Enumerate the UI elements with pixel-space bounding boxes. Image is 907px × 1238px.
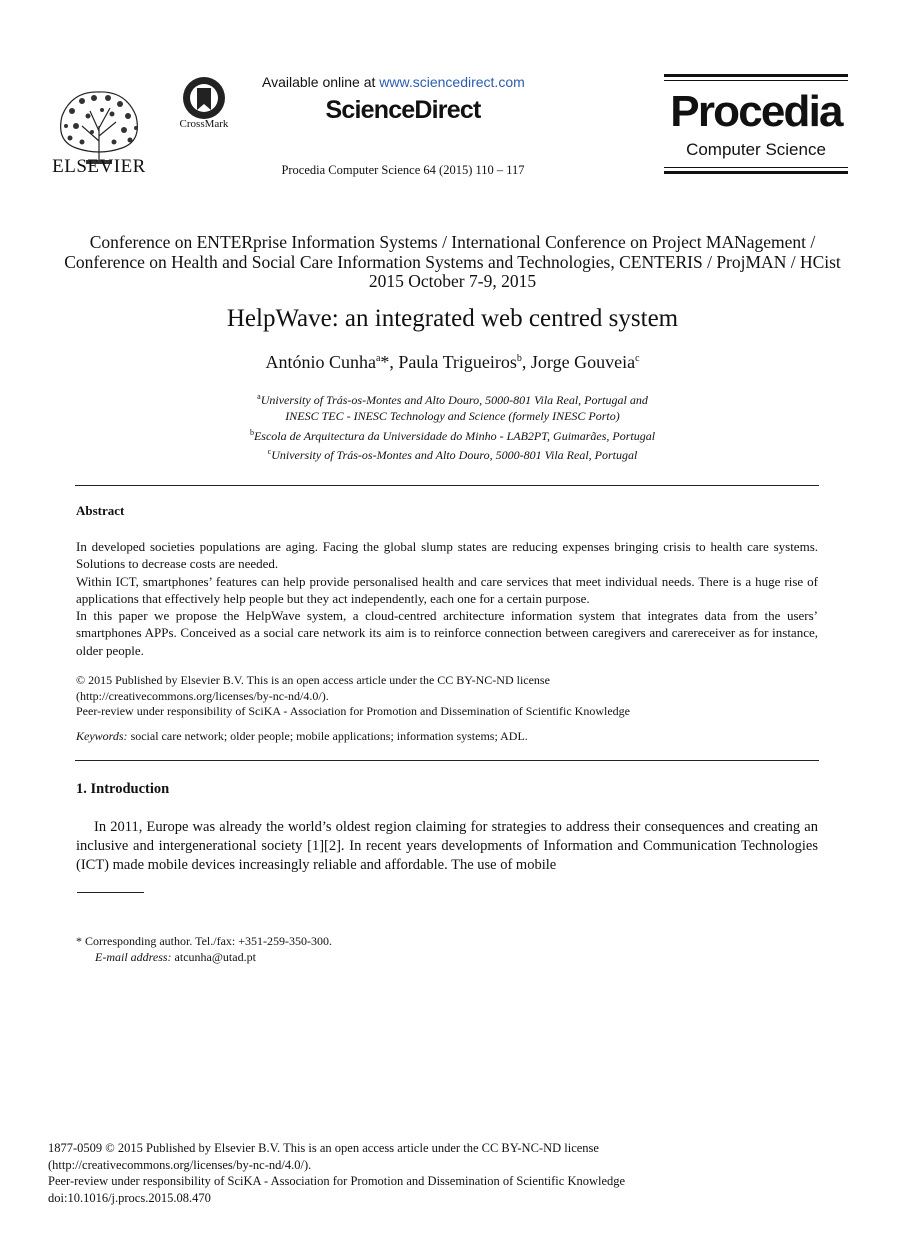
license-link[interactable]: (http://creativecommons.org/licenses/by-nc-nd/4.0/). (76, 688, 329, 703)
introduction-heading: 1. Introduction (76, 781, 170, 797)
author-list: António Cunha$^a$*, Paula Trigueiros$^b$, Jorge Gouveia$^c$ (265, 352, 640, 372)
crossmark-label: CrossMark (179, 118, 229, 130)
copyright-block (76, 673, 818, 720)
section-divider (75, 485, 819, 486)
abstract-paragraph: In developed societies populations are aging. Facing the global slump states are reducing expenses bringing crisis to health care systems. Solutions to decrease costs are needed. (76, 539, 818, 572)
logo-rule (664, 171, 848, 174)
affiliation: Escola de Arquitectura da Universidade do Minho - LAB2PT, Guimarães, Portugal (253, 428, 656, 443)
introduction-text: In 2011, Europe was already the world’s oldest region claiming for strategies to address their consequences and creating an inclusive and intergenerational society [1][2]. In recent years developments of Information and Communication Technologies (ICT) made mobile devices increasingly reliable and affordable. The use of mobile (76, 819, 818, 873)
paper-title: HelpWave: an integrated web centred system (226, 305, 679, 332)
author-email[interactable]: atcunha@utad.pt (174, 950, 256, 964)
platform-wordmark: ScienceDirect (325, 96, 481, 124)
journal-logo (664, 74, 848, 174)
journal-reference: Procedia Computer Science 64 (2015) 110 – 117 (281, 163, 525, 177)
available-online (262, 74, 525, 90)
keywords-list: social care network; older people; mobile applications; information systems; ADL. (130, 729, 528, 743)
abstract-body (76, 538, 818, 659)
corresponding-mark: * (380, 352, 390, 372)
doi[interactable]: doi:10.1016/j.procs.2015.08.470 (48, 1190, 211, 1205)
author-affil-mark: b (516, 353, 522, 364)
copyright-line: © 2015 Published by Elsevier B.V. This is an open access article under the CC BY-NC-ND license (76, 673, 550, 687)
author-name: Paula Trigueiros (398, 352, 517, 372)
affil-mark: a (257, 392, 261, 401)
footnote-divider (77, 892, 144, 893)
logo-rule (664, 80, 848, 81)
sciencedirect-link[interactable]: www.sciencedirect.com (379, 74, 525, 90)
keywords-label: Keywords: (76, 729, 128, 743)
author-name: Jorge Gouveia (530, 352, 636, 372)
affil-mark: c (267, 446, 272, 456)
affiliations (100, 389, 805, 463)
publisher-wordmark: ELSEVIER (52, 156, 146, 177)
logo-rule (664, 167, 848, 168)
journal-logo-title: Procedia (670, 87, 842, 136)
conference-name: Conference on ENTERprise Information Systems / International Conference on Project MANagement / Conference on Health and Social Care Information Systems and Technologies, CENTERIS / ProjMAN / HCist 2015 October 7-9, 2015 (64, 232, 841, 291)
journal-logo-subtitle: Computer Science (686, 140, 826, 159)
abstract-paragraph: In this paper we propose the HelpWave system, a cloud-centred architecture information system that integrates data from the users’ smartphones APPs. Conceived as a social care network its aim is to reinforce connection between caregivers and carereceiver as for instance, older people. (76, 608, 818, 658)
author-name: António Cunha (265, 352, 376, 372)
issn-license-line: 1877-0509 © 2015 Published by Elsevier B.V. This is an open access article under the CC BY-NC-ND license (48, 1141, 599, 1155)
affil-mark: b (249, 427, 254, 437)
available-prefix: Available online at (262, 74, 380, 90)
bottom-notice (48, 1140, 848, 1206)
keywords-line (76, 729, 818, 745)
section-divider (75, 760, 819, 761)
abstract-paragraph: Within ICT, smartphones’ features can help provide personalised health and care services that meet individual needs. There is a huge rise of applications that effectively help people but they act independently, each one for a certain purpose. (76, 573, 818, 606)
peer-review-line: Peer-review under responsibility of SciKA - Association for Promotion and Dissemination of Scientific Knowledge (76, 704, 630, 718)
peer-review-line: Peer-review under responsibility of SciKA - Association for Promotion and Dissemination of Scientific Knowledge (48, 1174, 626, 1188)
affiliation: University of Trás-os-Montes and Alto Douro, 5000-801 Vila Real, Portugal and (260, 393, 648, 407)
logo-rule (664, 74, 848, 77)
author-affil-mark: c (635, 353, 640, 364)
email-label: E-mail address: (95, 950, 172, 964)
affiliation: University of Trás-os-Montes and Alto Douro, 5000-801 Vila Real, Portugal (271, 447, 638, 462)
license-link[interactable]: (http://creativecommons.org/licenses/by-nc-nd/4.0/). (48, 1157, 312, 1172)
abstract-heading: Abstract (76, 503, 125, 518)
affiliation: INESC TEC - INESC Technology and Science (formely INESC Porto) (285, 409, 620, 424)
corresponding-author: * Corresponding author. Tel./fax: +351-259-350-300. (76, 934, 333, 948)
footnote (76, 933, 818, 965)
author-affil-mark: a (375, 353, 381, 364)
